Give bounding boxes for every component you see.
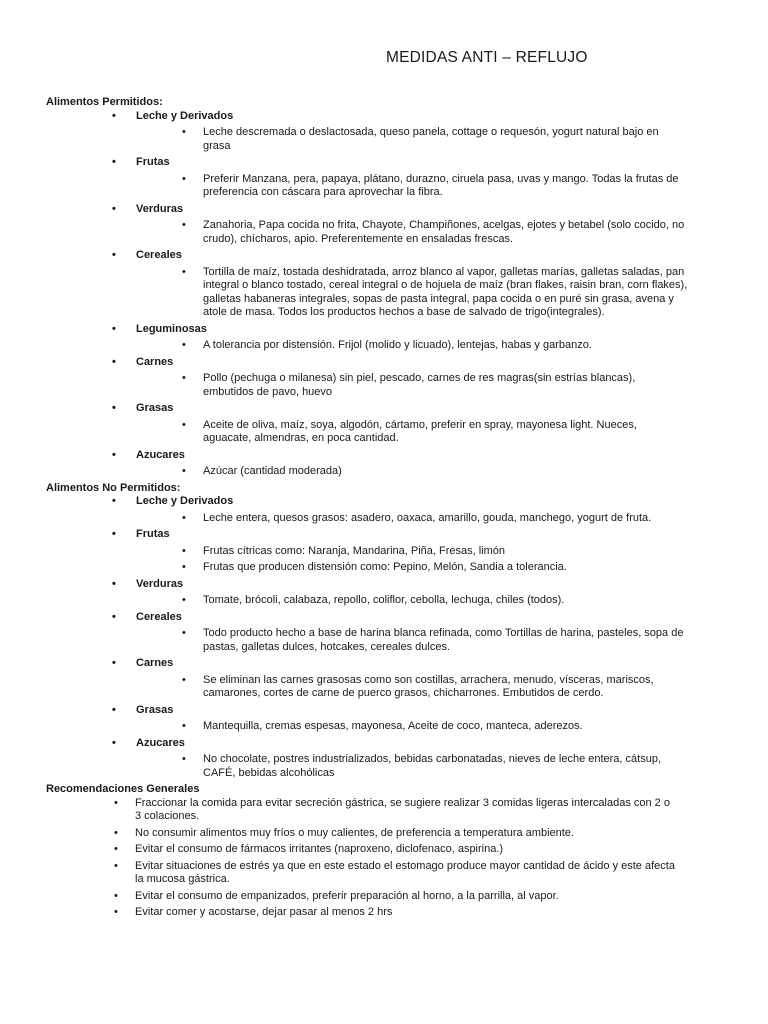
category-name: • Leche y Derivados [46,110,728,124]
list-item: • Se eliminan las carnes grasosas como son costillas, arrachera, menudo, vísceras, mariscos, camarones, cortes de carne de puerco grasos, chicharrones. Embutidos de cerdo. [46,674,728,701]
category-name: • Carnes [46,356,728,370]
recommendation-item: • Evitar el consumo de fármacos irritantes (naproxeno, diclofenaco, aspirina.) [46,843,728,857]
category-block [46,110,728,154]
category-name: • Carnes [46,657,728,671]
section-heading-recomendaciones: Recomendaciones Generales [46,783,200,795]
category-name: • Verduras [46,578,728,592]
category-block [46,156,728,200]
recommendation-item: • Evitar comer y acostarse, dejar pasar al menos 2 hrs [46,906,728,920]
list-item: • Frutas cítricas como: Naranja, Mandarina, Piña, Fresas, limón [46,545,728,559]
category-block [46,402,728,446]
category-block [46,737,728,781]
recommendation-list [46,797,728,920]
category-block [46,611,728,655]
category-name: • Cereales [46,611,728,625]
recommendation-item: • Evitar el consumo de empanizados, preferir preparación al horno, a la parrilla, al vapor. [46,890,728,904]
category-list-no-permitidos [46,495,728,780]
list-item: • Azúcar (cantidad moderada) [46,465,728,479]
section-no-permitidos [46,482,728,781]
list-item: • Leche descremada o deslactosada, queso panela, cottage o requesón, yogurt natural bajo en grasa [46,126,728,153]
category-name: • Frutas [46,156,728,170]
recommendation-item: • Fraccionar la comida para evitar secreción gástrica, se sugiere realizar 3 comidas ligeras intercaladas con 2 o 3 colaciones. [46,797,728,824]
list-item: • Todo producto hecho a base de harina blanca refinada, como Tortillas de harina, pasteles, sopa de pastas, galletas dulces, hotcakes, cereales dulces. [46,627,728,654]
section-recomendaciones [46,783,728,920]
category-block [46,578,728,608]
list-item: • No chocolate, postres industrializados, bebidas carbonatadas, nieves de leche entera, cátsup, CAFÉ, bebidas alcohólicas [46,753,728,780]
category-block [46,356,728,400]
list-item: • Preferir Manzana, pera, papaya, plátano, durazno, ciruela pasa, uvas y mango. Todas la frutas de preferencia con cáscara para aprovechar la fibra. [46,173,728,200]
category-name: • Cereales [46,249,728,263]
recommendation-item: • Evitar situaciones de estrés ya que en este estado el estomago produce mayor cantidad de ácido y este afecta la mucosa gástrica. [46,860,728,887]
list-item: • Frutas que producen distensión como: Pepino, Melón, Sandia a tolerancia. [46,561,728,575]
section-permitidos [46,96,728,479]
category-name: • Frutas [46,528,728,542]
category-block [46,249,728,320]
category-name: • Azucares [46,449,728,463]
category-name: • Grasas [46,402,728,416]
list-item: • Zanahoria, Papa cocida no frita, Chayote, Champiñones, acelgas, ejotes y betabel (solo cocido, no crudo), chícharos, apio. Preferentemente en ensaladas frescas. [46,219,728,246]
list-item: • A tolerancia por distensión. Frijol (molido y licuado), lentejas, habas y garbanzo. [46,339,728,353]
category-block [46,449,728,479]
list-item: • Tortilla de maíz, tostada deshidratada, arroz blanco al vapor, galletas marías, galletas saladas, pan integral o blanco tostado, cereal integral o de hojuela de maíz (bran flakes, raisin bran, corn flakes), galletas habaneras integrales, sopas de pasta integral, papa cocida o en puré sin grasa, avena y atole de masa. Todos los productos hechos a base de salvado de trigo(integrales). [46,266,728,320]
category-block [46,323,728,353]
category-name: • Leguminosas [46,323,728,337]
category-block [46,495,728,525]
category-name: • Verduras [46,203,728,217]
category-name: • Azucares [46,737,728,751]
list-item: • Mantequilla, cremas espesas, mayonesa, Aceite de coco, manteca, aderezos. [46,720,728,734]
page-title: MEDIDAS ANTI – REFLUJO [386,49,588,66]
category-list-permitidos [46,110,728,479]
category-name: • Grasas [46,704,728,718]
list-item: • Pollo (pechuga o milanesa) sin piel, pescado, carnes de res magras(sin estrías blancas), embutidos de pavo, huevo [46,372,728,399]
section-heading-permitidos: Alimentos Permitidos: [46,96,163,108]
category-block [46,203,728,247]
category-name: • Leche y Derivados [46,495,728,509]
category-block [46,704,728,734]
section-heading-no-permitidos: Alimentos No Permitidos: [46,481,181,494]
list-item: • Aceite de oliva, maíz, soya, algodón, cártamo, preferir en spray, mayonesa light. Nueces, aguacate, almendras, en poca cantidad. [46,419,728,446]
category-block [46,657,728,701]
recommendation-item: • No consumir alimentos muy fríos o muy calientes, de preferencia a temperatura ambiente. [46,827,728,841]
category-block [46,528,728,575]
list-item: • Leche entera, quesos grasos: asadero, oaxaca, amarillo, gouda, manchego, yogurt de fruta. [46,512,728,526]
list-item: • Tomate, brócoli, calabaza, repollo, coliflor, cebolla, lechuga, chiles (todos). [46,594,728,608]
